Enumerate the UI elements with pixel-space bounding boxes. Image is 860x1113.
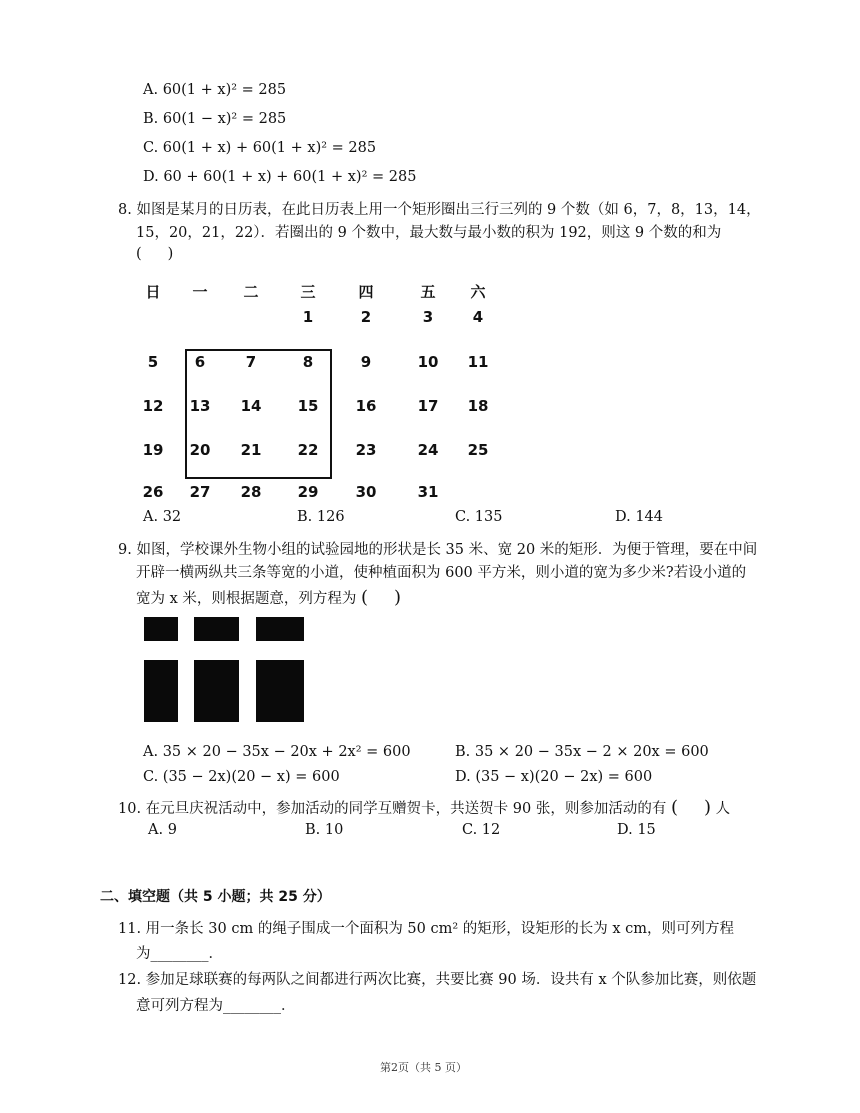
garden-plot xyxy=(144,617,178,641)
calendar-day: 19 xyxy=(142,441,164,459)
calendar-weekday: 日 xyxy=(145,283,161,301)
calendar-weekday: 二 xyxy=(243,283,259,301)
calendar-day: 20 xyxy=(189,441,211,459)
q8-option-d: D. 144 xyxy=(615,509,664,525)
q9-line-2: 开辟一横两纵共三条等宽的小道，使种植面积为 600 平方米，则小道的宽为多少米?若设小道的 xyxy=(136,565,747,581)
calendar-day: 16 xyxy=(355,397,377,415)
q7-option-b: B. 60(1 − x)² = 285 xyxy=(143,111,287,127)
paren-close: ) xyxy=(394,587,402,608)
calendar-day: 21 xyxy=(240,441,262,459)
q12-line-2: 意可列方程为________． xyxy=(136,998,296,1014)
calendar-day: 5 xyxy=(147,353,159,371)
calendar-day: 15 xyxy=(297,397,319,415)
calendar-weekday: 三 xyxy=(300,283,316,301)
garden-plot xyxy=(144,660,178,722)
q8-option-c: C. 135 xyxy=(455,509,503,525)
q7-option-d: D. 60 + 60(1 + x) + 60(1 + x)² = 285 xyxy=(143,169,417,185)
q11-line-1: 11. 用一条长 30 cm 的绳子围成一个面积为 50 cm² 的矩形，设矩形的长为 x cm，则可列方程 xyxy=(118,921,735,937)
calendar-day: 14 xyxy=(240,397,262,415)
calendar-weekday: 五 xyxy=(420,283,436,301)
q10-line xyxy=(118,797,730,818)
q8-line-2: 15，20，21，22）．若圈出的 9 个数中，最大数与最小数的积为 192，则这 9 个数的和为 xyxy=(136,225,722,241)
q7-option-c: C. 60(1 + x) + 60(1 + x)² = 285 xyxy=(143,140,377,156)
q8-option-b: B. 126 xyxy=(297,509,345,525)
paren-open: ( xyxy=(670,797,678,818)
calendar-day: 27 xyxy=(189,483,211,501)
garden-plot xyxy=(256,660,304,722)
calendar-day: 28 xyxy=(240,483,262,501)
calendar-day: 25 xyxy=(467,441,489,459)
q9-line-1: 9. 如图，学校课外生物小组的试验园地的形状是长 35 米、宽 20 米的矩形．为便于管理，要在中间 xyxy=(118,542,758,558)
garden-plot xyxy=(194,660,239,722)
q9-option-b: B. 35 × 20 − 35x − 2 × 20x = 600 xyxy=(455,744,709,760)
q10-option-b: B. 10 xyxy=(305,822,344,838)
q10-unit: 人 xyxy=(715,801,731,817)
garden-plot xyxy=(256,617,304,641)
calendar-day: 18 xyxy=(467,397,489,415)
paren-close: ) xyxy=(703,797,712,818)
q10-option-a: A. 9 xyxy=(148,822,177,838)
calendar-day: 30 xyxy=(355,483,377,501)
q11-line-2: 为________． xyxy=(136,946,223,962)
q9-option-c: C. (35 − 2x)(20 − x) = 600 xyxy=(143,769,340,785)
q9-option-d: D. (35 − x)(20 − 2x) = 600 xyxy=(455,769,653,785)
q9-option-a: A. 35 × 20 − 35x − 20x + 2x² = 600 xyxy=(143,744,411,760)
calendar-day: 26 xyxy=(142,483,164,501)
calendar-day: 12 xyxy=(142,397,164,415)
calendar-day: 23 xyxy=(355,441,377,459)
calendar-day: 24 xyxy=(417,441,439,459)
calendar-day: 4 xyxy=(472,308,484,326)
calendar-day: 2 xyxy=(360,308,372,326)
calendar-weekday: 四 xyxy=(358,283,374,301)
calendar-day: 11 xyxy=(467,353,489,371)
calendar-weekday: 六 xyxy=(470,283,486,301)
q10-option-c: C. 12 xyxy=(462,822,501,838)
q8-option-a: A. 32 xyxy=(143,509,182,525)
calendar-day: 13 xyxy=(189,397,211,415)
q10-option-d: D. 15 xyxy=(617,822,656,838)
q7-option-a: A. 60(1 + x)² = 285 xyxy=(143,82,287,98)
paren-close: ) xyxy=(167,246,174,262)
q8-answer-paren xyxy=(136,246,173,262)
calendar-day: 9 xyxy=(360,353,372,371)
calendar-day: 31 xyxy=(417,483,439,501)
calendar-day: 10 xyxy=(417,353,439,371)
q9-line-3 xyxy=(136,587,401,608)
calendar-day: 6 xyxy=(194,353,206,371)
calendar-day: 7 xyxy=(245,353,257,371)
garden-plot xyxy=(194,617,239,641)
section-heading: 二、填空题（共 5 小题；共 25 分） xyxy=(100,889,331,905)
page-footer: 第2页（共 5 页） xyxy=(380,1061,467,1074)
q12-line-1: 12. 参加足球联赛的每两队之间都进行两次比赛，共要比赛 90 场．设共有 x 个队参加比赛，则依题 xyxy=(118,972,757,988)
paren-open: ( xyxy=(361,587,369,608)
calendar-day: 17 xyxy=(417,397,439,415)
q9-line-3-text: 宽为 x 米，则根据题意，列方程为 xyxy=(136,591,357,607)
q8-line-1: 8. 如图是某月的日历表，在此日历表上用一个矩形圈出三行三列的 9 个数（如 6，7，8，13，14， xyxy=(118,202,761,218)
calendar-weekday: 一 xyxy=(192,283,208,301)
paren-open: ( xyxy=(136,246,142,262)
calendar-day: 8 xyxy=(302,353,314,371)
calendar-day: 29 xyxy=(297,483,319,501)
calendar-day: 22 xyxy=(297,441,319,459)
calendar-day: 3 xyxy=(422,308,434,326)
q10-text: 10. 在元旦庆祝活动中，参加活动的同学互赠贺卡，共送贺卡 90 张，则参加活动的有 xyxy=(118,801,667,817)
calendar-day: 1 xyxy=(302,308,314,326)
